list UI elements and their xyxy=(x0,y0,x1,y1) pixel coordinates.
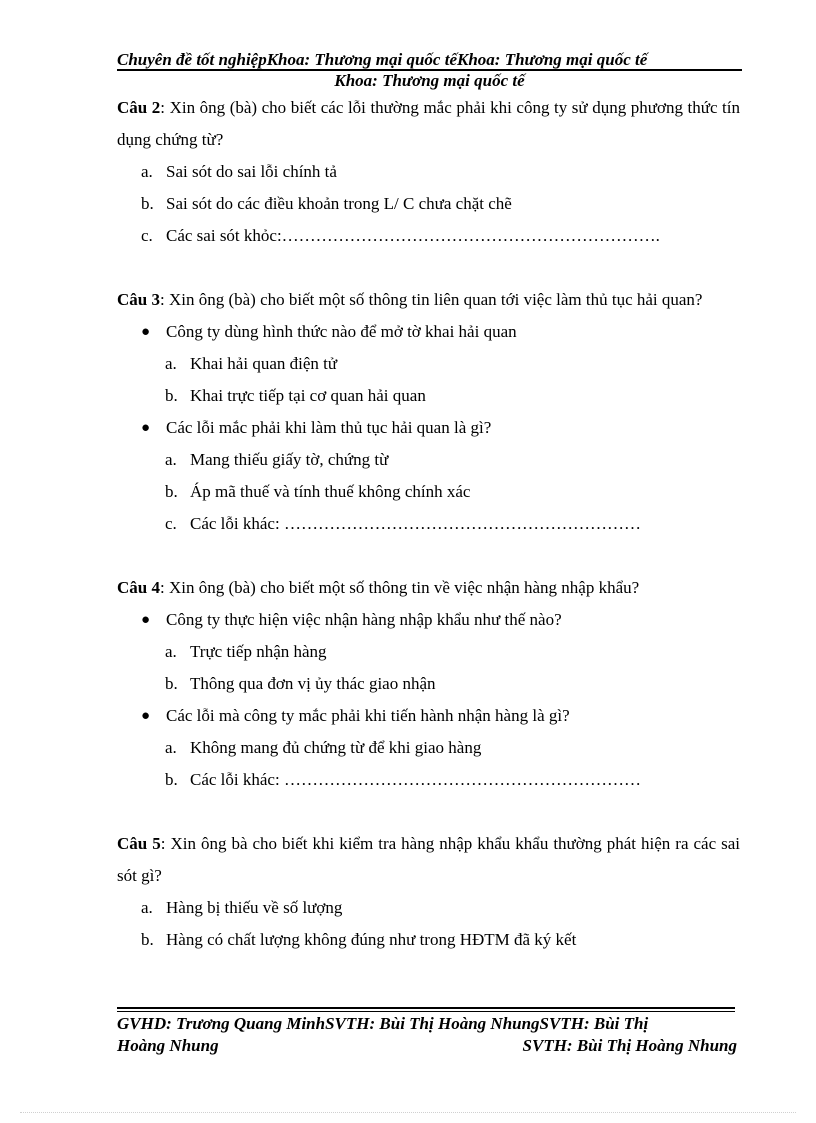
footer-line-2 xyxy=(117,1035,737,1057)
page-footer xyxy=(117,1013,737,1057)
list-item xyxy=(117,636,740,668)
list-item-text: Hàng có chất lượng không đúng như trong HĐTM đã ký kết xyxy=(166,930,577,949)
bullet-dot-icon: ● xyxy=(141,708,151,724)
page-bottom-border xyxy=(20,1112,796,1113)
list-item xyxy=(117,668,740,700)
list-item xyxy=(117,924,740,956)
list-marker: a. xyxy=(141,162,153,181)
question-5-label: Câu 5 xyxy=(117,834,161,853)
bullet-item xyxy=(117,412,740,444)
question-5 xyxy=(117,828,740,892)
list-item-text: Hàng bị thiếu về số lượng xyxy=(166,898,343,917)
list-item xyxy=(117,476,740,508)
list-marker: b. xyxy=(165,482,178,501)
list-marker: a. xyxy=(165,642,177,661)
list-item-text: Sai sót do sai lỗi chính tả xyxy=(166,162,337,181)
list-item-text: Khai trực tiếp tại cơ quan hải quan xyxy=(190,386,426,405)
list-marker: a. xyxy=(165,738,177,757)
question-3-label: Câu 3 xyxy=(117,290,160,309)
list-marker: b. xyxy=(141,930,154,949)
list-item xyxy=(117,508,740,540)
question-3-text: : Xin ông (bà) cho biết một số thông tin liên quan tới việc làm thủ tục hải quan? xyxy=(159,290,703,309)
bullet-dot-icon: ● xyxy=(141,420,151,436)
question-4-text: : Xin ông (bà) cho biết một số thông tin về việc nhận hàng nhập khẩu? xyxy=(159,578,640,597)
list-marker: c. xyxy=(165,514,177,533)
bullet-item-text: Công ty dùng hình thức nào để mở tờ khai hải quan xyxy=(166,322,517,341)
list-item xyxy=(117,220,740,252)
question-2 xyxy=(117,92,740,156)
list-item-text: Các lỗi khác: ……………………………………………………… xyxy=(190,770,641,789)
list-item xyxy=(117,892,740,924)
bullet-dot-icon: ● xyxy=(141,612,151,628)
bullet-item xyxy=(117,316,740,348)
header-line-2: Khoa: Thương mại quốc tế xyxy=(334,71,525,90)
document-body xyxy=(117,92,740,956)
list-item-text: Trực tiếp nhận hàng xyxy=(190,642,327,661)
question-5-text: : Xin ông bà cho biết khi kiểm tra hàng nhập khẩu khẩu thường phát hiện ra các sai sót gì? xyxy=(117,834,740,885)
question-4 xyxy=(117,572,740,604)
list-marker: b. xyxy=(165,674,178,693)
list-item xyxy=(117,188,740,220)
list-item xyxy=(117,380,740,412)
spacer xyxy=(117,252,740,284)
list-item xyxy=(117,156,740,188)
list-marker: b. xyxy=(165,386,178,405)
list-item xyxy=(117,764,740,796)
list-marker: a. xyxy=(165,450,177,469)
footer-line-1: GVHD: Trương Quang MinhSVTH: Bùi Thị Hoàng NhungSVTH: Bùi Thị xyxy=(117,1014,649,1033)
question-4-label: Câu 4 xyxy=(117,578,160,597)
bullet-item-text: Các lỗi mắc phải khi làm thủ tục hải quan là gì? xyxy=(166,418,492,437)
list-marker: b. xyxy=(165,770,178,789)
list-item-text: Sai sót do các điều khoản trong L/ C chưa chặt chẽ xyxy=(166,194,512,213)
list-marker: a. xyxy=(165,354,177,373)
bullet-item xyxy=(117,604,740,636)
list-item-text: Mang thiếu giấy tờ, chứng từ xyxy=(190,450,389,469)
bullet-item xyxy=(117,700,740,732)
footer-line-2-left: Hoàng Nhung xyxy=(117,1036,219,1055)
footer-rule-thick xyxy=(117,1007,735,1009)
spacer xyxy=(117,796,740,828)
list-item-text: Không mang đủ chứng từ để khi giao hàng xyxy=(190,738,482,757)
question-2-text: : Xin ông (bà) cho biết các lỗi thường mắc phải khi công ty sử dụng phương thức tín dụng chứng từ? xyxy=(117,98,740,149)
list-item xyxy=(117,444,740,476)
list-item xyxy=(117,348,740,380)
list-item-text: Các lỗi khác: ……………………………………………………… xyxy=(190,514,641,533)
bullet-item-text: Các lỗi mà công ty mắc phải khi tiến hành nhận hàng là gì? xyxy=(166,706,570,725)
list-item-text: Các sai sót khỏc:…………………………………………………………. xyxy=(166,226,660,245)
list-item-text: Thông qua đơn vị ủy thác giao nhận xyxy=(190,674,436,693)
list-marker: b. xyxy=(141,194,154,213)
list-item-text: Áp mã thuế và tính thuế không chính xác xyxy=(190,482,471,501)
list-marker: a. xyxy=(141,898,153,917)
list-item xyxy=(117,732,740,764)
footer-rule-thin xyxy=(117,1011,735,1012)
bullet-item-text: Công ty thực hiện việc nhận hàng nhập khẩu như thế nào? xyxy=(166,610,562,629)
header-line-1: Chuyên đề tốt nghiệpKhoa: Thương mại quốc tếKhoa: Thương mại quốc tế xyxy=(117,50,648,69)
header-rule xyxy=(117,69,742,71)
question-2-label: Câu 2 xyxy=(117,98,161,117)
list-item-text: Khai hải quan điện tử xyxy=(190,354,338,373)
footer-line-2-right: SVTH: Bùi Thị Hoàng Nhung xyxy=(522,1036,737,1055)
list-marker: c. xyxy=(141,226,153,245)
question-3 xyxy=(117,284,740,316)
bullet-dot-icon: ● xyxy=(141,324,151,340)
spacer xyxy=(117,540,740,572)
